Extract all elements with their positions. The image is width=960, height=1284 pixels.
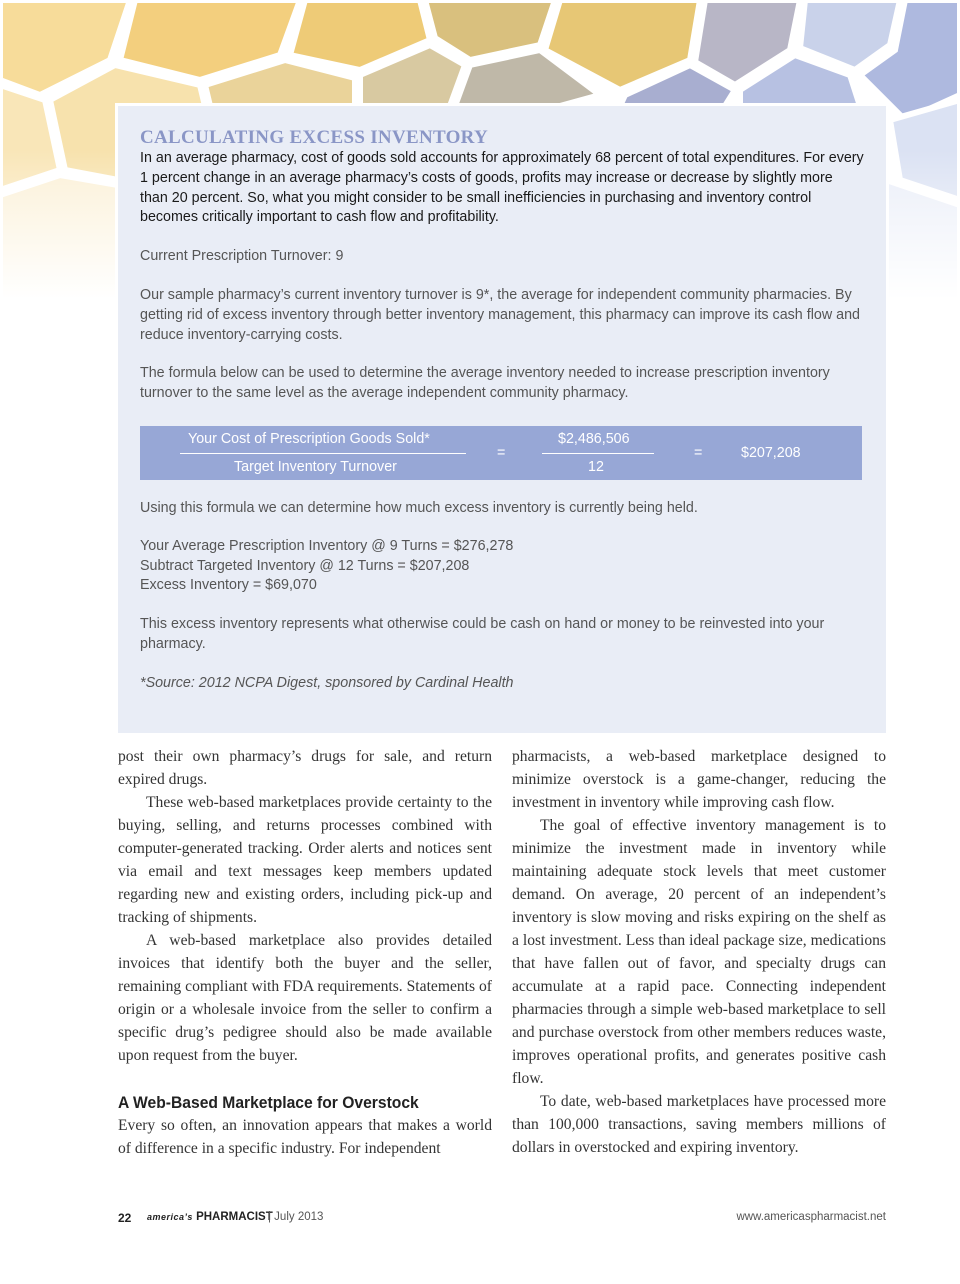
equals-sign: =	[694, 444, 703, 461]
body-paragraph: The goal of effective inventory management is to minimize the investment made in inventory while maintaining adequate stock levels that meet customer demand. On average, 20 percent of an independent’s inventory is slow moving and risks expiring on the shelf as a lost investment. Less than ideal package size, medications that have fallen out of favor, and specialty drugs can accumulate at a rapid pace. Connecting independent pharmacies through a simple web-based marketplace to sell and purchase overstock from other members reduces waste, improves operational profits, and generates positive cash flow.	[512, 817, 886, 1087]
sidebar-box	[118, 106, 886, 733]
logo-main-text: PHARMACIST	[196, 1211, 273, 1223]
issue-date: | July 2013	[268, 1211, 324, 1223]
sidebar-paragraph: This excess inventory represents what otherwise could be cash on hand or money to be reinvested into your pharmacy.	[140, 616, 825, 652]
calc-line: Subtract Targeted Inventory @ 12 Turns = $207,208	[140, 557, 470, 574]
sidebar-paragraph: Our sample pharmacy’s current inventory turnover is 9*, the average for independent community pharmacies. By getting rid of excess inventory through better inventory management, this pharmacy can improve its cash flow and reduce inventory-carrying costs.	[140, 286, 860, 343]
page-footer	[118, 1209, 886, 1229]
fraction-line	[542, 453, 654, 454]
formula-denominator-label: Target Inventory Turnover	[234, 458, 397, 475]
sidebar-paragraph: Using this formula we can determine how much excess inventory is currently being held.	[140, 499, 698, 516]
sidebar-title: CALCULATING EXCESS INVENTORY	[140, 127, 489, 148]
page-number: 22	[118, 1211, 132, 1225]
formula-denominator-value: 12	[588, 458, 604, 475]
equals-sign: =	[497, 444, 506, 461]
formula-numerator-label: Your Cost of Prescription Goods Sold*	[188, 430, 430, 447]
body-paragraph: Every so often, an innovation appears that makes a world of difference in a specific industry. For independent	[118, 1117, 492, 1157]
section-heading: A Web-Based Marketplace for Overstock	[118, 1093, 419, 1112]
body-paragraph: To date, web-based marketplaces have processed more than 100,000 transactions, saving members millions of dollars in overstocked and expiring inventory.	[512, 1093, 886, 1156]
formula-bar	[140, 426, 862, 480]
article-column-left	[118, 745, 492, 1160]
body-paragraph: pharmacists, a web-based marketplace designed to minimize overstock is a game-changer, reducing the investment in inventory while improving cash flow.	[512, 748, 886, 811]
current-turnover: Current Prescription Turnover: 9	[140, 248, 344, 265]
fraction-line	[180, 453, 466, 454]
calc-line: Your Average Prescription Inventory @ 9 Turns = $276,278	[140, 537, 514, 554]
body-paragraph: post their own pharmacy’s drugs for sale, and return expired drugs.	[118, 748, 492, 788]
formula-numerator-value: $2,486,506	[558, 430, 630, 447]
logo-small-text: america’s	[147, 1212, 193, 1222]
sidebar-paragraph: The formula below can be used to determine the average inventory needed to increase prescription inventory turnover to the same level as the average independent community pharmacy.	[140, 365, 830, 402]
calc-line: Excess Inventory = $69,070	[140, 577, 317, 594]
body-paragraph: A web-based marketplace also provides detailed invoices that identify both the buyer and the seller, remaining compliant with FDA requirements. Statements of origin or a wholesale invoice from the seller to confirm a specific drug’s pedigree should also be made available upon request from the buyer.	[118, 932, 492, 1064]
sidebar-intro: In an average pharmacy, cost of goods sold accounts for approximately 68 percent of total expenditures. For every 1 percent change in an average pharmacy’s costs of goods, profits may increase or decrease by slightly more than 20 percent. So, what you might consider to be small inefficiencies in purchasing and inventory control becomes critically important to cash flow and profitability.	[140, 150, 864, 226]
magazine-logo	[147, 1211, 273, 1223]
website-url: www.americaspharmacist.net	[736, 1211, 886, 1223]
article-column-right	[512, 745, 886, 1159]
body-paragraph: These web-based marketplaces provide certainty to the buying, selling, and returns processes combined with computer-generated tracking. Order alerts and notices sent via email and text messages keep members updated regarding new and existing orders, including pick-up and tracking of shipments.	[118, 794, 492, 926]
formula-result: $207,208	[741, 444, 801, 461]
source-note: *Source: 2012 NCPA Digest, sponsored by Cardinal Health	[140, 674, 514, 691]
inventory-calculation	[140, 537, 864, 596]
